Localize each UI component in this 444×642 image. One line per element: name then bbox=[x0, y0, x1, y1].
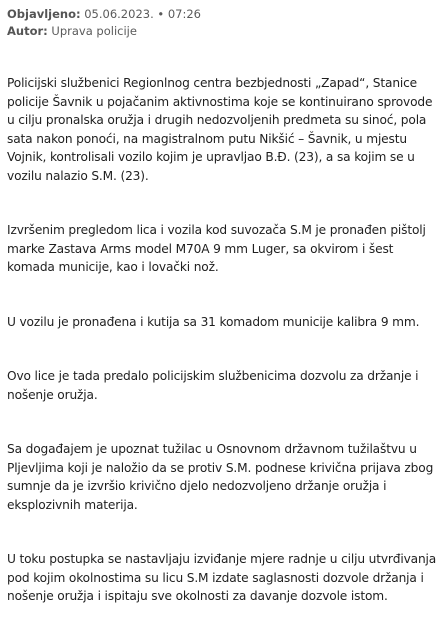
published-label: Objavljeno: bbox=[7, 7, 81, 21]
article-body bbox=[7, 74, 439, 642]
article-paragraph: Ovo lice je tada predalo policijskim službenicima dozvolu za držanje i nošenje oružja. bbox=[7, 369, 419, 402]
article-paragraph: Policijski službenici Regionlnog centra bezbjednosti „Zapad“, Stanice policije Šavnik u pojačanim aktivnostima koje se kontinuirano sprovode u cilju pronalska oružja i drugih nedozvoljenih predmeta su sinoć, pola sata nakon ponoći, na magistralnom putu Nikšić – Šavnik, u mjestu Vojnik, kontrolisali vozilo kojim je upravljao B.Đ. (23), a sa kojim se u vozilu nalazio S.M. (23). bbox=[7, 76, 433, 183]
author-label: Autor: bbox=[7, 24, 48, 38]
article-paragraph: Izvršenim pregledom lica i vozila kod suvozača S.M je pronađen pištolj marke Zastava Arms model M70A 9 mm Luger, sa okvirom i šest komada municije, kao i lovački nož. bbox=[7, 223, 426, 274]
article-paragraph: Sa događajem je upoznat tužilac u Osnovnom državnom tužilaštvu u Pljevljima koji je naložio da se protiv S.M. podnese krivična prijava zbog sumnje da je izvršio krivično djelo nedozvoljeno držanje oružja i eksplozivnih materija. bbox=[7, 442, 434, 512]
published-date: 05.06.2023. • 07:26 bbox=[80, 7, 201, 21]
article-paragraph: U toku postupka se nastavljaju izviđanje mjere radnje u cilju utvrđivanja pod kojim okolnostima su licu S.M izdate saglasnosti dozvole držanja i nošenje oružja i ispitaju sve okolnosti za davanje dozvole istom. bbox=[7, 552, 437, 603]
published-line bbox=[7, 6, 201, 23]
author-name: Uprava policije bbox=[47, 24, 137, 38]
author-line bbox=[7, 23, 201, 40]
article-paragraph: U vozilu je pronađena i kutija sa 31 komadom municije kalibra 9 mm. bbox=[7, 314, 420, 329]
article-meta bbox=[7, 6, 201, 40]
